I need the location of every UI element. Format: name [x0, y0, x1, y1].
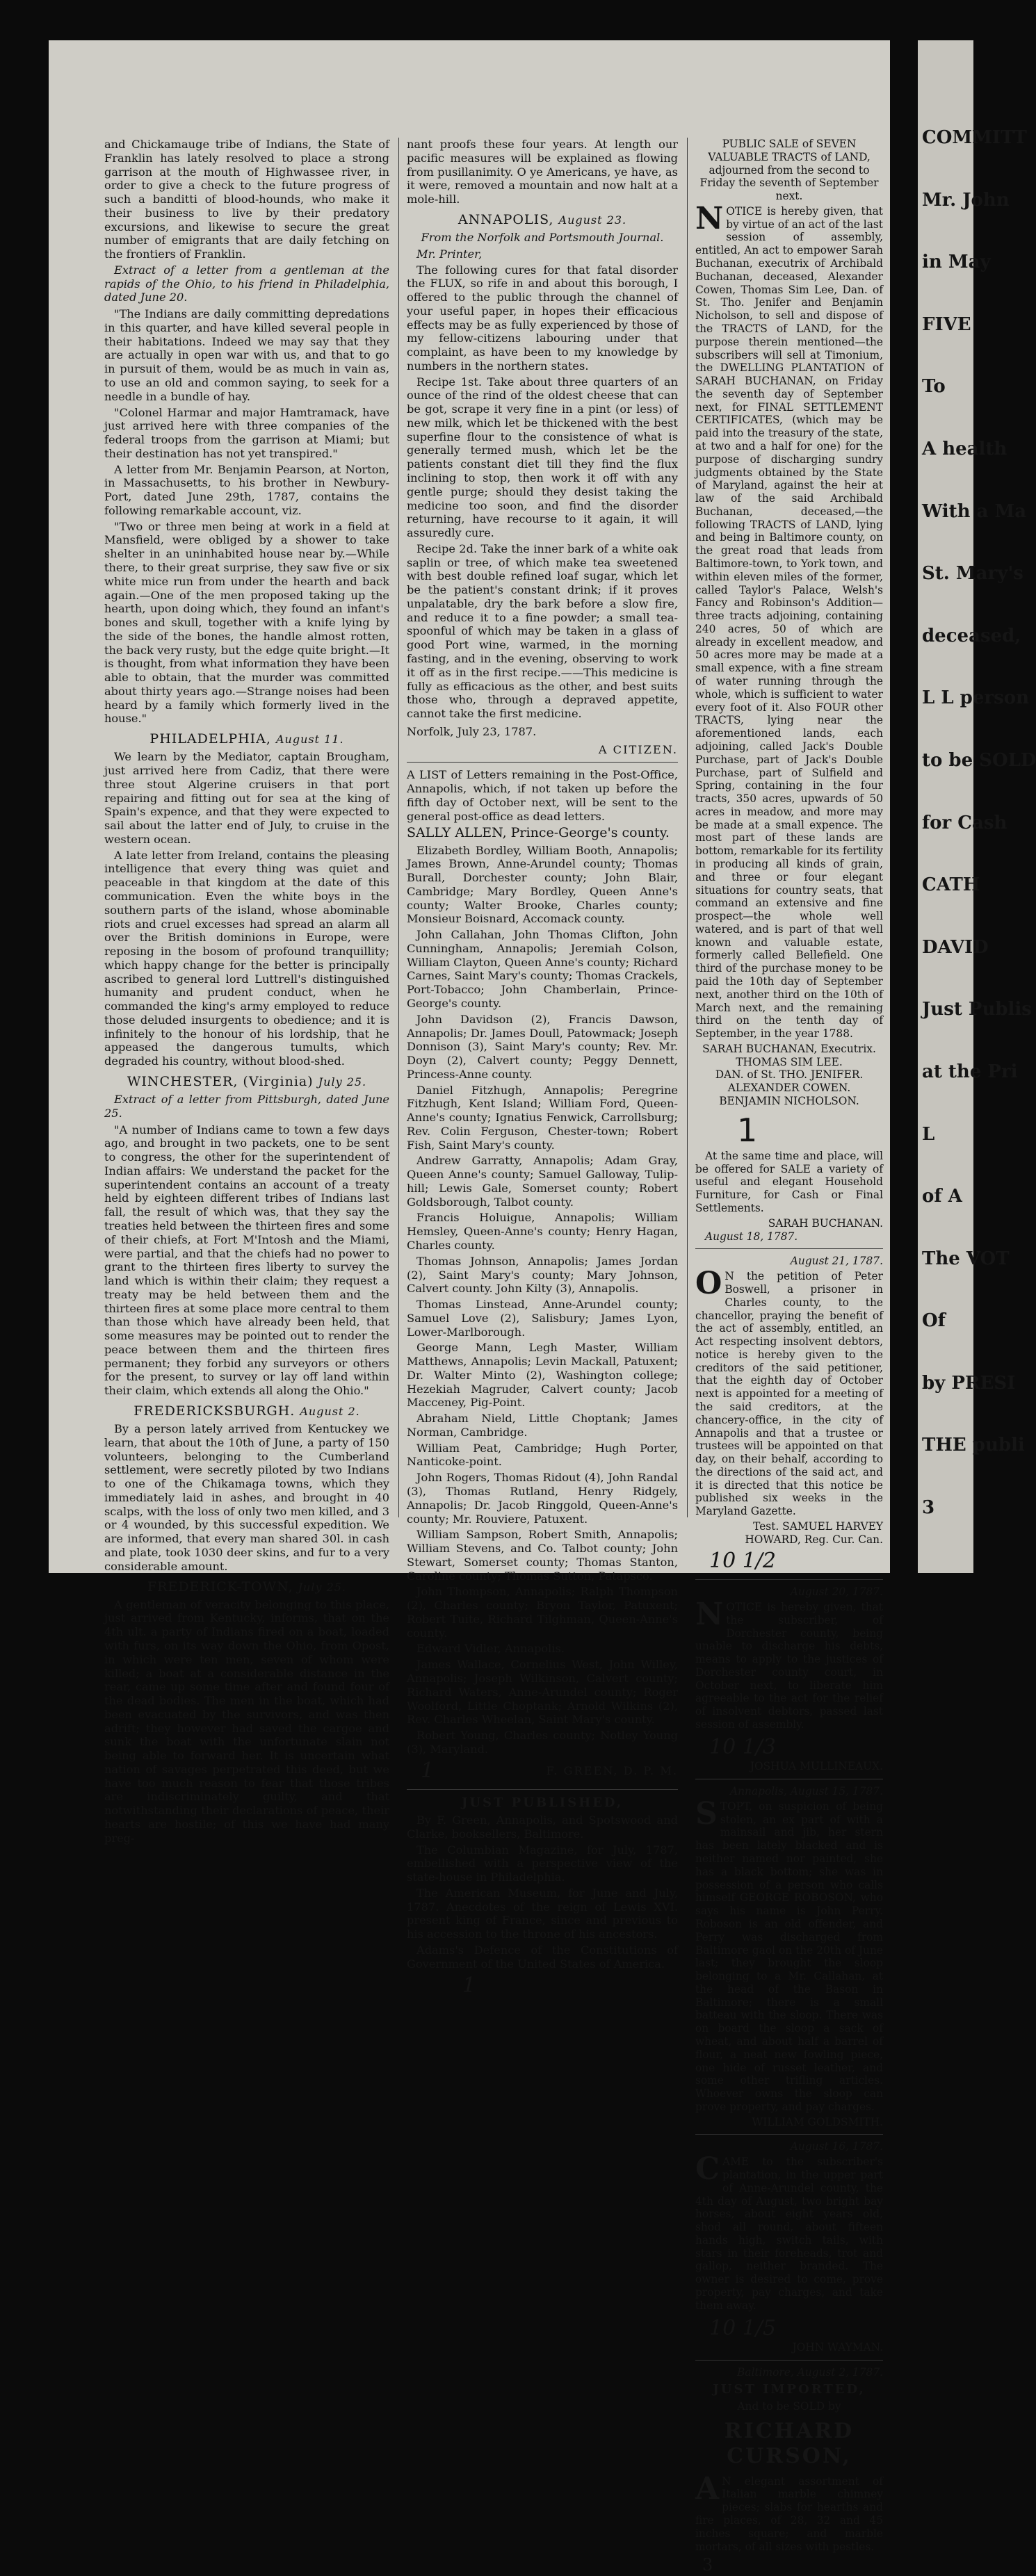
adjacent-page-text: Of — [922, 1310, 946, 1332]
adjacent-page-text: 3 — [922, 1497, 935, 1519]
handwritten-mark: 1 — [421, 1758, 435, 1783]
dateline — [104, 1579, 389, 1595]
article-paragraph: A gentleman of veracity belonging to this place, just arrived from Kentucky, informs, that on the 4th ult. a party of Indians fired on a boat, loaded with furs, on its way down the Ohio, from Opost, in which were ten men, seven of whom were killed; a boat at a considerable distance in the rear, came up some time after and found four of the dead bodies. The men in the boat, which had been evacuated by the survivors, and was then adrift; they however had saved the cargoe and sunk the boat with the unfortunate slain not being able to forward her. It is uncertain what nation of savages perpetrated this deed, but we have too much reason to fear that those tribes are indiscriminately guilty, and that notwithstanding their declarations of peace, their hearts are hostile; of this we have had many preg- — [104, 1597, 389, 1845]
signer: JOSHUA MULLINEAUX. — [750, 1760, 883, 1773]
article-paragraph: Recipe 2d. Take the inner bark of a white oak saplin or tree, of which make tea sweetened with best double refined loaf sugar, which let be the patient's constant drink; if it proves unpalatable, dry the bark before a slow fire, and reduce it to a fine powder; a small tea-spoonful of which may be taken in a glass of good Port wine, warmed, in the morning fasting, and in the evening, observing to work it off as in the first recipe.——This medicine is fully as efficacious as the other, and best suits those who, through a depraved appetite, cannot take the first medicine. — [407, 541, 678, 721]
dateline — [104, 731, 389, 747]
ad-date: August 18, 1787. — [705, 1230, 798, 1243]
article-paragraph: "Two or three men being at work in a field at Mansfield, were obliged by a shower to take shelter in an uninhabited house near by.—While there, to their great surprise, they saw five or six white mice run from under the hearth and back again.—One of the men proposed taking up the hearth, upon doing which, they found an infant's bones and skull, together with a knife lying by the side of the bones, the handle almost rotten, the back very rusty, but the edge quite bright.—It is thought, from what information they have been able to obtain, that the murder was committed about thirty years ago.—Strange noises had been heard by a family which formerly lived in the house." — [104, 519, 389, 726]
article-paragraph: nant proofs these four years. At length our pacific measures will be explained as flowing from pusillanimity. O ye Americans, ye have, as it were, removed a mountain and now halt at a mole-hill. — [407, 138, 678, 206]
signer: DAN. of St. THO. JENIFER. — [715, 1068, 864, 1082]
dateline — [104, 1403, 389, 1419]
ad-text: TOPT, on suspicion of being stolen, an ex part of with a mainsail and jib, her stern has been lately blacked and is neither named nor painted, she has a black bottom; she was in possession of a person who calls himself GEORGE ROBOSON, who says his name is John Perry. Roboson is an old offender, and Perry was discharged from Baltimore gaol on the 20th of June last; they brought the sloop belonging to a Mr. Callahan, at the head of the Bason in Baltimore; there is a small batteau with the sloop. There was on board the sloop a sack of wheat, and about half a barrel of flour, a neat new fowling piece, one hide of russet leather, and some other trifling articles. Whoever owns the sloop can prove property, and pay charges. — [695, 1800, 883, 2113]
ad-paragraph — [695, 2470, 883, 2554]
ad-paragraph — [695, 1795, 883, 2114]
ad-paragraph — [695, 1596, 883, 1731]
ad-text: AME to the subscriber's plantation, in the upper part of Anne-Arundel county, the 4th day of August, two bright bay horses, about eight years old, shod all round, about fifteen hands high, switch tails, with stars in their foreheads, trot and gallop, neither branded. The owner is desired to come, prove property, pay charges, and take them away. — [695, 2155, 883, 2312]
ad-paragraph: Adams's Defence of the Constitutions of Government of the United States of America. — [407, 1943, 678, 1971]
source-heading: From the Norfolk and Portsmouth Journal. — [421, 231, 664, 244]
salutation: Mr. Printer, — [416, 247, 483, 261]
article-paragraph: "The Indians are daily committing depredations in this quarter, and have killed several people in their habitations. Indeed we may say that they are actually in open war with us, and that to go in pursuit of them, would be as much in vain as, to use an old and common saying, to seek for a needle in a bundle of hay. — [104, 307, 389, 403]
adjacent-page-text: in May — [922, 252, 991, 273]
handwritten-mark: 10 1/3 — [709, 1734, 776, 1759]
dateline-place: WINCHESTER, (Virginia) — [127, 1073, 314, 1089]
ad-paragraph — [695, 2151, 883, 2312]
signer: WILLIAM GOLDSMITH. — [752, 2115, 883, 2128]
column-3 — [695, 138, 883, 2575]
letter-list-entry: Andrew Garratty, Annapolis; Adam Gray, Queen Anne's county; Samuel Galloway, Tulip-hill; Lewis Gale, Somerset county; Robert Goldsborough, Talbot county. — [407, 1154, 678, 1209]
ad-date: August 16, 1787. — [790, 2140, 883, 2153]
ad-text: OTICE is hereby given, that by virtue of an act of the last session of assembly, entitled, An act to empower Sarah Buchanan, executrix of Archibald Buchanan, deceased, Alexander Cowen, Thomas Sim Lee, Dan. of St. Tho. Jenifer and Benjamin Nicholson, to sell and dispose of the TRACTS of LAND, for the purpose therein mentioned—the subscribers will sell at Timonium, the DWELLING PLANTATION of SARAH BUCHANAN, on Friday the seventh day of September next, for FINAL SETTLEMENT CERTIFICATES, (which may be paid into the treasury of the state, at two and a half for one) for the purpose of discharging sundry judgments obtained by the State of Maryland, against the heir at law of the said Archibald Buchanan, deceased,—the following TRACTS of LAND, lying and being in Baltimore county, on the great road that leads from Baltimore-town, to York town, and within eleven miles of the former, called Taylor's Palace, Welsh's Fancy and Robinson's Addition—three tracts adjoining, containing 240 acres, 50 of which are already in excellent meadow, and 50 acres more may be made at a small expence, with a fine stream of water running through the whole, which is sufficient to water every foot of it. Also FOUR other TRACTS, lying near the aforementioned lands, each adjoining, called Jack's Double Purchase, part of Jack's Double Purchase, part of Sulfield and Spring, containing in the four tracts, 350 acres, upwards of 50 acres in meadow, and more may be made at a small expence. The most part of these lands are bottom, remarkable for its fertility in producing all kinds of grain, and three or four elegant situations for country seats, that command an extensive and fine prospect—the whole well watered, and is part of that well known and valuable estate, formerly called Bellefield. One third of the purchase money to be paid the 10th day of September next, another third on the 10th of March next, and the remaining third on the tenth day of September, in the year 1788. — [695, 204, 883, 1041]
drop-cap: N — [695, 200, 724, 236]
signer: BENJAMIN NICHOLSON. — [719, 1095, 859, 1108]
drop-cap: A — [695, 2470, 720, 2506]
signer: SARAH BUCHANAN, Executrix. — [702, 1042, 876, 1055]
signer: THOMAS SIM LEE. — [736, 1055, 843, 1068]
adjacent-page-text: L L person — [922, 687, 1029, 709]
handwritten-mark: 1 — [737, 1111, 758, 1149]
letter-list-entry: James Wallace, Cornelius West, John Willey, Annapolis; Joseph Wilkinson, Calvert county; Richard Waters, Anne-Arundel county; Roger Woolford, Little Choptank; Arnold Wilkins (2), Rev. Charles Wheelan, Saint Mary's county. — [407, 1658, 678, 1727]
ad-paragraph: The American Museum, for June and July, 1787. Anecdotes of the reign of Lewis XVI. present king of France, since and previous to his accession to the throne of his ancestors. — [407, 1886, 678, 1941]
article-paragraph: "Colonel Harmar and major Hamtramack, have just arrived here with three companies of the federal troops from the garrison at Miami; but their destination has not yet transpired." — [104, 405, 389, 460]
drop-cap: C — [695, 2151, 720, 2187]
merchant-name: RICHARD CURSON, — [724, 2418, 855, 2469]
adjacent-page-text: With a Ma — [922, 500, 1027, 522]
adjacent-page-text: Just Publis — [922, 999, 1032, 1020]
extract-heading: Extract of a letter from Pittsburgh, dated June 25. — [104, 1093, 389, 1120]
adjacent-page-text: at the Pri — [922, 1061, 1018, 1082]
divider — [407, 762, 678, 763]
article-paragraph: A letter from Mr. Benjamin Pearson, at Norton, in Massachusetts, to his brother in Newbury-Port, dated June 29th, 1787, contains the following remarkable account, viz. — [104, 462, 389, 517]
letter-list-entry: Elizabeth Bordley, William Booth, Annapolis; James Brown, Anne-Arundel county; Thomas Burall, Dorchester county; John Blair, Cambridge; Mary Bordley, Queen Anne's county; Walter Brooke, Charles county; Monsieur Boisnard, Accomack county. — [407, 843, 678, 926]
dateline-date: August 11. — [276, 733, 344, 747]
signer: JOHN WAYMAN. — [792, 2341, 883, 2354]
signer: ALEXANDER COWEN. — [727, 1082, 851, 1095]
drop-cap: N — [695, 1596, 724, 1632]
dateline-place: PHILADELPHIA, — [149, 731, 271, 747]
handwritten-mark: 10 1/2 — [709, 1548, 776, 1573]
adjacent-page-fragment — [918, 40, 1036, 1573]
adjacent-page-text: A health — [922, 438, 1007, 459]
divider — [695, 1248, 883, 1249]
dateline-date: August 2. — [300, 1404, 360, 1418]
adjacent-page-text: L — [922, 1123, 935, 1145]
adjacent-page-text: deceased, — [922, 625, 1021, 646]
ad-heading: PUBLIC SALE of SEVEN VALUABLE TRACTS of LAND, adjourned from the second to Friday the seventh of September next. — [699, 138, 879, 203]
article-paragraph: We learn by the Mediator, captain Brougham, just arrived here from Cadiz, that there were three stout Algerine cruisers in that port repairing and fitting out for sea at the king of Spain's expence, and that they were expected to sail about the latter end of July, to cruise in the western ocean. — [104, 750, 389, 846]
signature: F. GREEN, D. P. M. — [546, 1763, 678, 1777]
article-paragraph: By a person lately arrived from Kentuckey we learn, that about the 10th of June, a party of 150 volunteers, belonging to the Cumberland settlement, were secretly piloted by two Indians to one of the Chikamaga towns, which they immediately laid in ashes, and brought in 40 scalps, with the loss of only two men killed, and 3 or 4 wounded, by this successful expedition. We are informed, that every man shared 30l. in cash and plate, took 1030 deer skins, and fur to a very considerable amount. — [104, 1422, 389, 1573]
letter-list-entry: Abraham Nield, Little Choptank; James Norman, Cambridge. — [407, 1412, 678, 1439]
article-paragraph: The following cures for that fatal disorder the FLUX, so rife in and about this borough, I offered to the public through the channel of your useful paper, in hopes their efficacious effects may be as fully experienced by those of my fellow-citizens labouring under that complaint, as have been to my knowledge by numbers in the northern states. — [407, 263, 678, 373]
adjacent-page-text: FIVE — [922, 313, 971, 335]
handwritten-mark: 1 — [462, 1973, 476, 1998]
adjacent-page-text: The VOT — [922, 1248, 1010, 1269]
letter-list-entry: SALLY ALLEN, Prince-George's county. — [407, 825, 670, 841]
letter-list-entry: Francis Holuigue, Annapolis; William Hemsley, Queen-Anne's county; Henry Hagan, Charles county. — [407, 1211, 678, 1252]
article-paragraph: "A number of Indians came to town a few days ago, and brought in two packets, one to be sent to congress, the other for the superintendent of Indian affairs: We understand the packet for the superintendent contains an account of a treaty held by eighteen different tribes of Indians last fall, the result of which was, that they say the treaties held between the thirteen fires and some of their chiefs, at Fort M'Intosh and the Miami, were partial, and that the chiefs had no power to grant to the thirteen fires liberty to survey the land which is within their claim; they request a treaty may be held between them and the thirteen fires at some place more central to them than those which have already been held, that some measures may be pointed out to render the peace between them and the thirteen fires permanent; they forbid any surveyors or others for the present, to survey or lay off land within their claim, which extends all along the Ohio." — [104, 1123, 389, 1398]
ad-paragraph: The Columbian Magazine, for July, 1787, embellished with a perspective view of the state-house in Philadelphia. — [407, 1843, 678, 1884]
dateline-place: FREDERICK-TOWN, — [147, 1579, 293, 1595]
dateline — [407, 212, 678, 228]
letter-list-entry: Thomas Johnson, Annapolis; James Jordan (2), Saint Mary's county; Mary Johnson, Calvert county. John Kilty (3), Annapolis. — [407, 1254, 678, 1296]
letter-list-heading: A LIST of Letters remaining in the Post-Office, Annapolis, which, if not taken up before the fifth day of October next, will be sent to the general post-office as dead letters. — [407, 768, 678, 823]
letter-list-entry: William Peat, Cambridge; Hugh Porter, Nanticoke-point. — [407, 1441, 678, 1469]
ad-date: August 20, 1787. — [790, 1585, 883, 1599]
dateline — [104, 1074, 389, 1090]
ad-paragraph: At the same time and place, will be offered for SALE a variety of useful and elegant Household Furniture, for Cash or Final Settlements. — [695, 1149, 883, 1215]
letter-list-entry: John Callahan, John Thomas Clifton, John Cunningham, Annapolis; Jeremiah Colson, William Clayton, Queen Anne's county; Richard Carnes, Saint Mary's county; Thomas Crackels, Port-Tobacco; John Chamberlain, Prince-George's county. — [407, 928, 678, 1010]
extract-heading: Extract of a letter from a gentleman at the rapids of the Ohio, to his friend in Philadelphia, dated June 20. — [104, 263, 389, 304]
letter-list-entry: George Mann, Legh Master, William Matthews, Annapolis; Levin Mackall, Patuxent; Dr. Walter Minto (2), Washington college; Hezekiah Magruder, Calvert county; Jacob Macceney, Pig-Point. — [407, 1341, 678, 1410]
divider — [695, 1579, 883, 1580]
ad-date: Annapolis, August 15, 1787. — [730, 1785, 883, 1798]
adjacent-page-text: Mr. John — [922, 189, 1010, 211]
ad-date: Baltimore, August 2, 1787. — [736, 2365, 883, 2379]
adjacent-page-text: THE publi — [922, 1435, 1025, 1456]
ad-text: OTICE is hereby given, that the subscriber, of Dorchester county, being unable to discharge his debts, means to apply to the justices of Dorchester county court, in October next, to liberate him agreeable to the act for the relief of insolvent debtors, passed last session of assembly. — [695, 1600, 883, 1731]
signer: Test. SAMUEL HARVEY HOWARD, Reg. Cur. Can. — [745, 1520, 883, 1546]
article-paragraph: A late letter from Ireland, contains the pleasing intelligence that every thing was quiet and peaceable in that kingdom at the date of this communication. Even the white boys in the southern parts of the island, whose abominable riots and cruel excesses had spread an alarm all over the British dominions in Europe, were reposing in the bosom of profound tranquillity; which happy change for the better is principally ascribed to general lord Luttrell's distinguished humanity and prudent conduct, when he commanded the king's army employed to reduce those deluded insurgents to obedience; and it is infinitely to the honour of his lordship, that he appeased the dangerous tumults, which degraded his country, without blood-shed. — [104, 848, 389, 1068]
ad-text: N the petition of Peter Boswell, a prisoner in Charles county, to the chancellor, praying the benefit of the act of assembly, entitled, an Act respecting insolvent debtors, notice is hereby given to the creditors of the said petitioner, that the eighth day of October next is appointed for a meeting of the said creditors, at the chancery-office, in the city of Annapolis and that a trustee or trustees will be appointed on that day, on their behalf, according to the directions of the said act, and it is directed that this notice be published six weeks in the Maryland Gazette. — [695, 1270, 883, 1518]
dateline-place: FREDERICKSBURGH. — [133, 1403, 296, 1419]
ad-paragraph — [695, 200, 883, 1041]
letter-list-entry: William Sampson, Robert Smith, Annapolis; William Stevens, and Co. Talbot county; John Stewart, Somerset county; Thomas Stanton, Caroline county; Thomas Sutton, Patapsco. — [407, 1528, 678, 1583]
postmaster-signature-row — [407, 1759, 678, 1784]
signer: SARAH BUCHANAN. — [768, 1216, 883, 1230]
place-date: Norfolk, July 23, 1787. — [407, 724, 537, 738]
letter-list-entry: Thomas Linstead, Anne-Arundel county; Samuel Love (2), Salisbury; James Lyon, Lower-Marlborough. — [407, 1298, 678, 1339]
letter-list-entry: John Rogers, Thomas Ridout (4), John Randal (3), Thomas Rutland, Henry Ridgely, Annapolis; Dr. Jacob Ringgold, Queen-Anne's county; Mr. Rouviere, Patuxent. — [407, 1471, 678, 1526]
ad-paragraph: By F. Green, Annapolis, and Spotswood and Clarke, booksellers, Baltimore. — [407, 1813, 678, 1841]
ad-heading: JUST PUBLISHED, — [461, 1795, 624, 1811]
adjacent-page-text: St. Mary's — [922, 563, 1023, 585]
article-paragraph: Recipe 1st. Take about three quarters of an ounce of the rind of the oldest cheese that can be got, scrape it very fine in a pint (or less) of new milk, which let be thickened with the best superfine flour to the consistence of what is generally termed mush, which let be the patients constant diet till they find the flux inclining to stop, then work it off with any gentle purge; should they desist taking the medicine too soon, and find the disorder returning, have recourse to it again, it will assuredly cure. — [407, 375, 678, 540]
divider — [695, 2134, 883, 2135]
newspaper-page — [49, 40, 890, 2575]
handwritten-mark: 10 1/5 — [709, 2315, 776, 2340]
ad-heading: JUST IMPORTED, — [713, 2381, 866, 2397]
article-paragraph: and Chickamauge tribe of Indians, the State of Franklin has lately resolved to place a strong garrison at the mouth of Highwassee river, in order to give a check to the future progress of such a banditti of blood-hounds, who make it their business to live by their predatory excursions, and likewise to secure the great number of emigrants that are daily fetching on the frontiers of Franklin. — [104, 138, 389, 261]
letter-list-entry: John Davidson (2), Francis Dawson, Annapolis; Dr. James Doull, Patowmack; Joseph Donnison (3), Saint Mary's county; Rev. Mr. Doyn (2), Calvert county; Peggy Dennett, Princess-Anne county. — [407, 1012, 678, 1081]
adjacent-page-text: COMMITT — [922, 127, 1027, 148]
dateline-date: July 25. — [318, 1075, 367, 1089]
ad-date: August 21, 1787. — [790, 1255, 883, 1268]
ad-subheading: And to be SOLD by — [737, 2399, 841, 2413]
divider — [695, 2360, 883, 2361]
adjacent-page-text: to be SOLD — [922, 749, 1036, 771]
adjacent-page-text: To — [922, 376, 946, 398]
ad-paragraph — [695, 1266, 883, 1518]
page-number: 3 — [702, 2555, 713, 2575]
adjacent-page-text: of A — [922, 1186, 962, 1207]
column-2 — [407, 138, 678, 1998]
drop-cap: S — [695, 1795, 718, 1832]
letter-list-entry: Edward Vidler, Annapolis. — [416, 1642, 565, 1656]
signature: A CITIZEN. — [598, 742, 678, 756]
dateline-date: August 23. — [558, 213, 627, 227]
letter-list-entry: John Thompson, Annapolis; Ralph Thompson (2), Charles county; Bryon Taylor, Patuxent; Robert Tuite, Richard Tilghman, Queen-Anne's county. — [407, 1585, 678, 1640]
column-1 — [104, 138, 389, 1845]
dateline-place: ANNAPOLIS, — [458, 211, 554, 227]
adjacent-page-text: for Cash — [922, 812, 1007, 833]
letter-list-entry: Robert Young, Charles county; Notley Young (3), Maryland. — [407, 1729, 678, 1756]
column-rule — [398, 138, 399, 1517]
column-rule — [687, 138, 688, 1517]
drop-cap: O — [695, 1266, 722, 1302]
adjacent-page-text: CATH — [922, 874, 980, 896]
letter-list-entry: Daniel Fitzhugh, Annapolis; Peregrine Fitzhugh, Kent Island; William Ford, Queen-Anne's county; Ignatius Fenwick, Carrollsburg; Rev. Colin Ferguson, Chester-town; Robert Fish, Saint Mary's county. — [407, 1083, 678, 1152]
divider — [407, 1789, 678, 1790]
dateline-date: July 25. — [298, 1580, 347, 1594]
adjacent-page-text: by PRESI — [922, 1372, 1016, 1394]
adjacent-page-text: DAVID — [922, 936, 989, 958]
ad-text: N elegant assortment of Italian marble chimney pieces; slabs for hearths and fire places, of 28, 32 and 45 inches square; and marble mortars, of all sizes with pestles. — [695, 2475, 883, 2553]
